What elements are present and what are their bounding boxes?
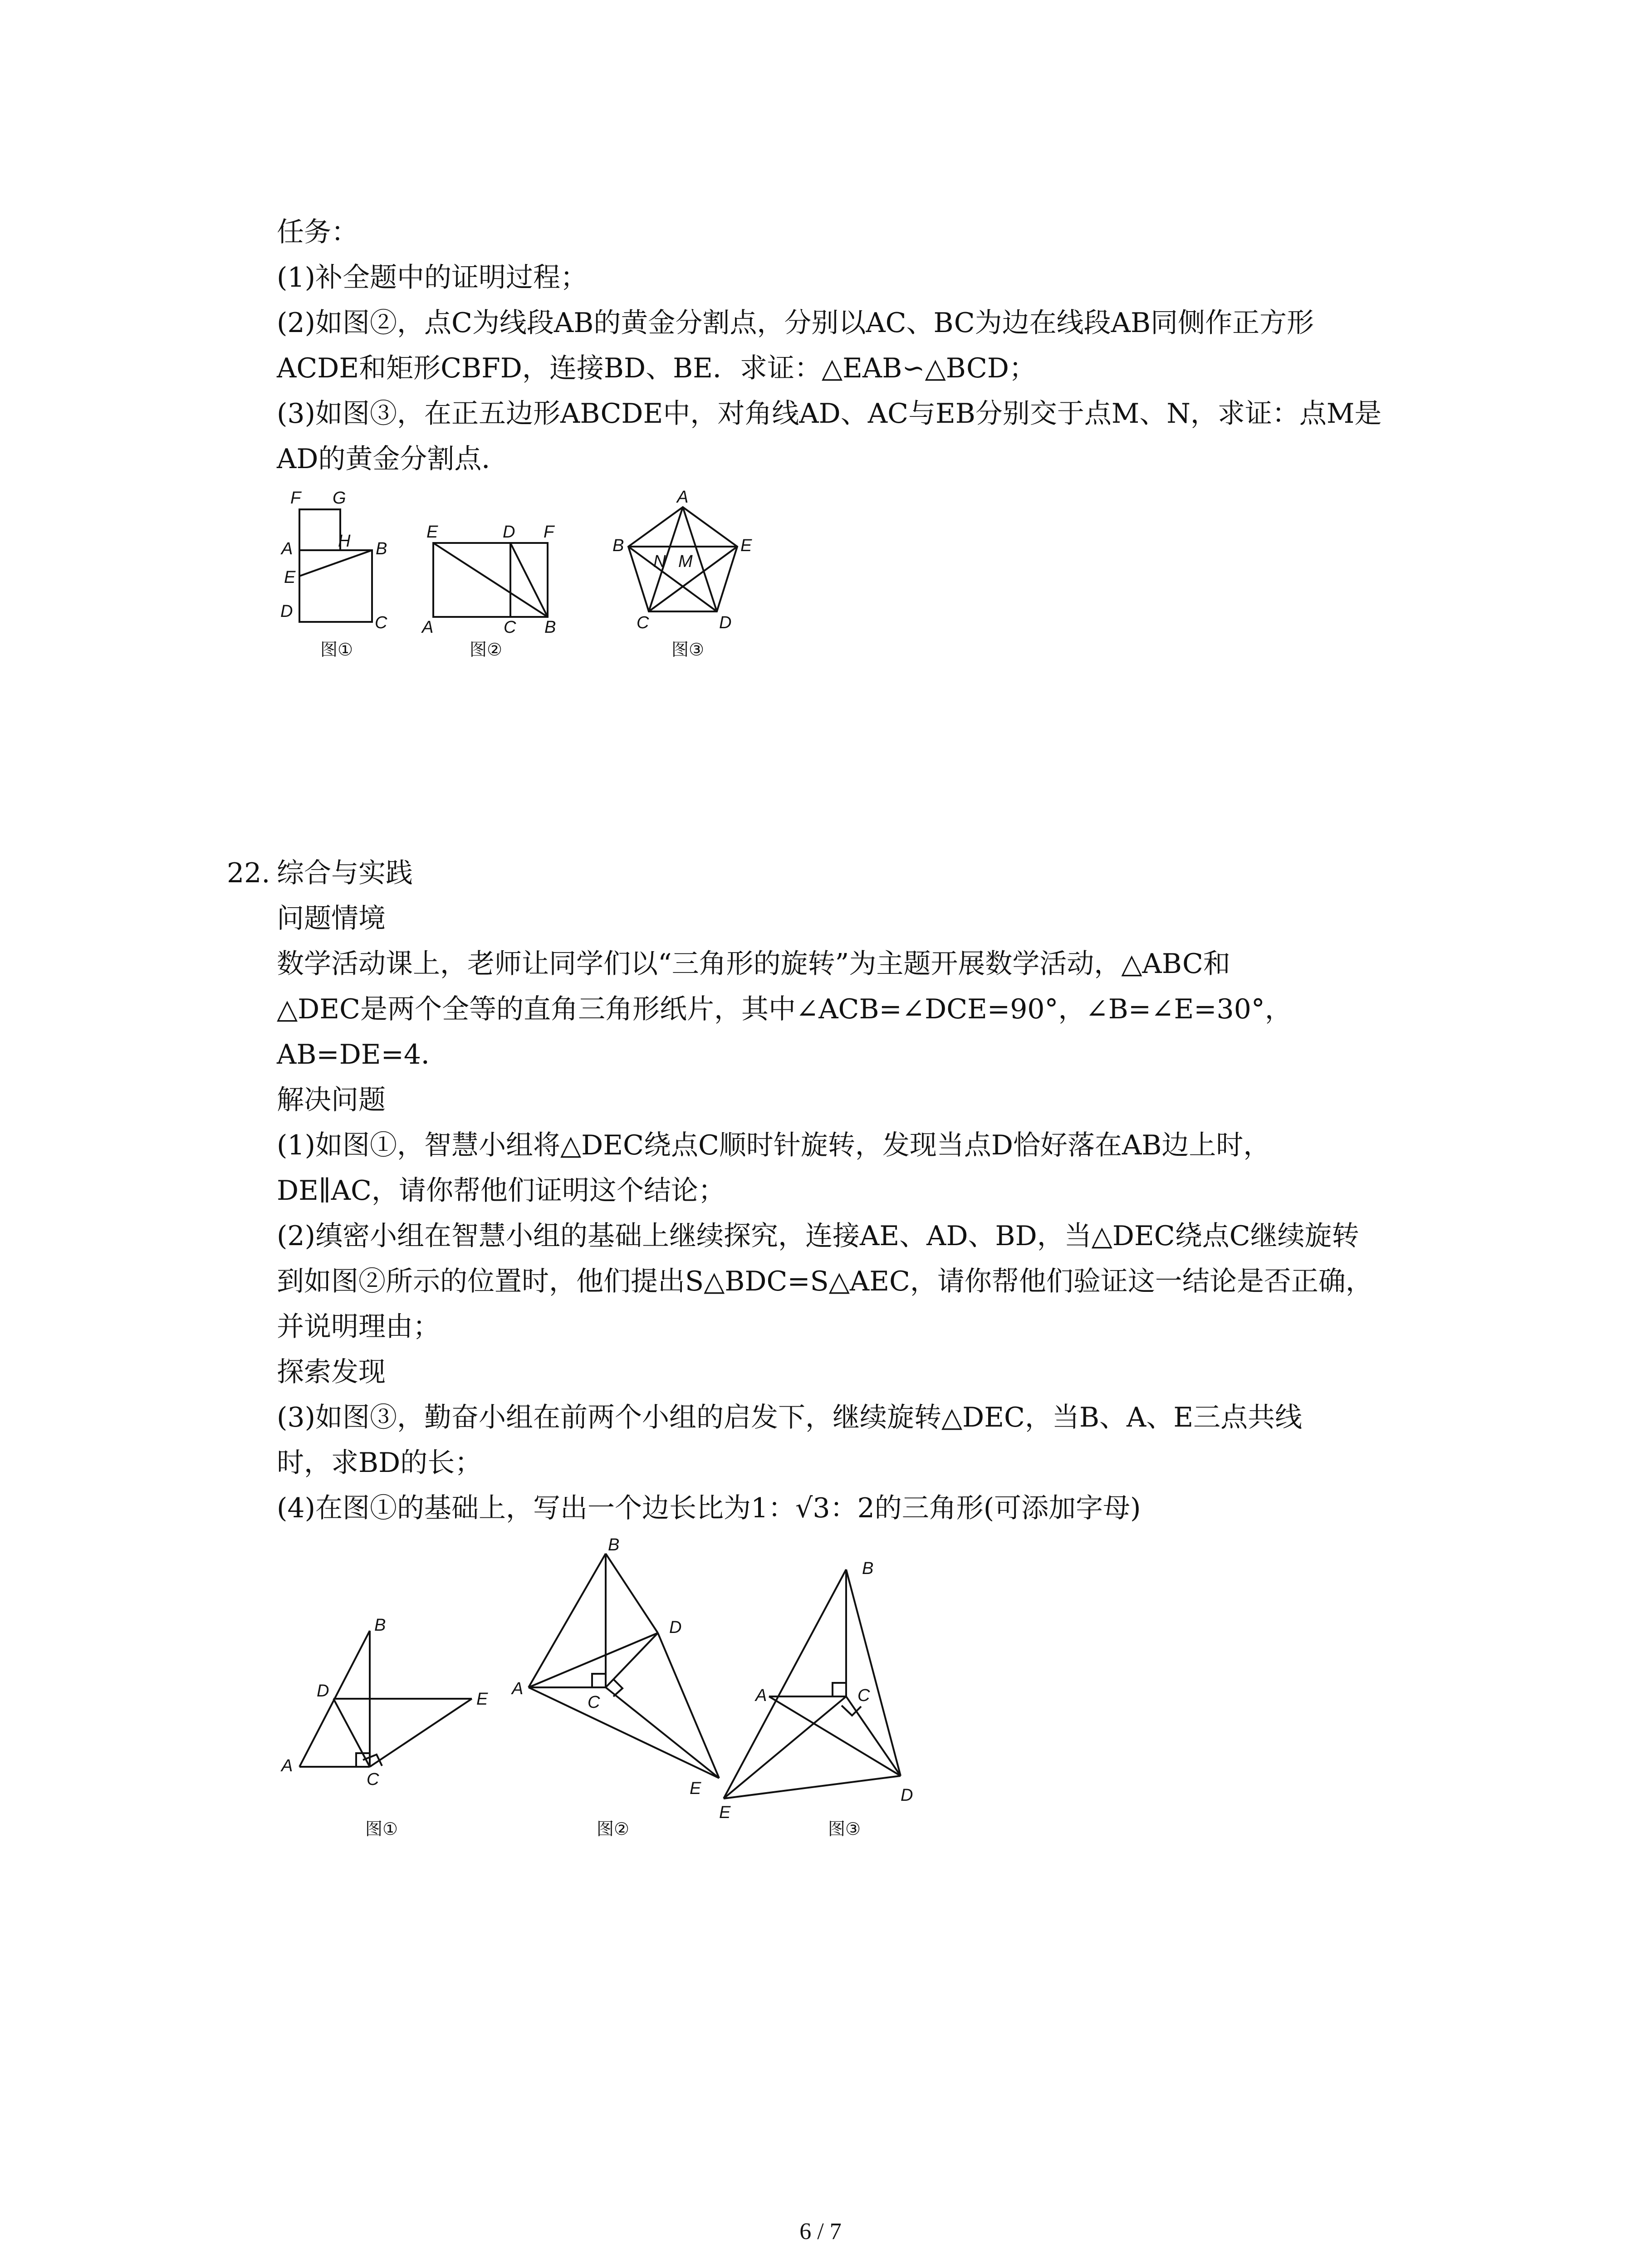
q22f1-label-B: B	[374, 1616, 386, 1635]
q22-fig3	[724, 1569, 901, 1799]
q22-item4: (4)在图①的基础上，写出一个边长比为1：√3：2的三角形(可添加字母)	[277, 1492, 1141, 1524]
p1f3-label-E: E	[740, 536, 752, 555]
q22-context-2: △DEC是两个全等的直角三角形纸片，其中∠ACB=∠DCE=90°，∠B=∠E=30°，	[277, 993, 1292, 1025]
q22f2-label-B: B	[608, 1535, 620, 1554]
q22-title: 综合与实践	[277, 857, 413, 889]
q22-section-context: 问题情境	[277, 903, 386, 934]
q22-section-explore: 探索发现	[277, 1356, 386, 1388]
p1f1-label-D: D	[280, 602, 293, 621]
p1f1-label-B: B	[376, 539, 387, 558]
q22f2-label-A: A	[512, 1679, 524, 1698]
p1f1-label-E: E	[284, 568, 296, 587]
p1f1-label-A: A	[281, 539, 293, 558]
q22-item1b: DE∥AC，请你帮他们证明这个结论；	[277, 1175, 725, 1207]
q22f1-label-A: A	[281, 1756, 293, 1775]
p1f3-label-M: M	[678, 552, 693, 571]
p1f2-label-D: D	[503, 523, 515, 542]
p1f3-label-B: B	[612, 536, 624, 555]
q22-context-1: 数学活动课上，老师让同学们以“三角形的旋转”为主题开展数学活动，△ABC和	[277, 948, 1230, 980]
p1f3-label-D: D	[719, 613, 732, 632]
q22-item3b: 时，求BD的长；	[277, 1447, 482, 1479]
p1f2-label-C: C	[504, 618, 516, 637]
p1f1-label-H: H	[338, 532, 351, 551]
task-item-2a: (2)如图②，点C为线段AB的黄金分割点，分别以AC、BC为边在线段AB同侧作正方形	[277, 307, 1314, 339]
q22f1-label-E: E	[476, 1690, 488, 1709]
q22-item1a: (1)如图①，智慧小组将△DEC绕点C顺时针旋转，发现当点D恰好落在AB边上时，	[277, 1129, 1271, 1161]
q22f3-label-B: B	[862, 1559, 874, 1578]
p1f1-label-G: G	[333, 489, 346, 508]
page-number: 6 / 7	[799, 2219, 842, 2244]
p1f2-caption: 图②	[470, 640, 503, 660]
p1f1-label-C: C	[375, 613, 387, 632]
task-item-3a: (3)如图③，在正五边形ABCDE中，对角线AD、AC与EB分别交于点M、N，求证：点M是	[277, 398, 1382, 430]
q22f2-caption: 图②	[597, 1820, 630, 1839]
q22f3-label-D: D	[901, 1786, 913, 1805]
q22-context-3: AB=DE=4．	[277, 1039, 449, 1070]
q22-item2c: 并说明理由；	[277, 1311, 440, 1343]
p1f3-label-C: C	[637, 613, 649, 632]
p1f2-label-A: A	[422, 618, 434, 637]
task-item-1: (1)补全题中的证明过程；	[277, 262, 588, 293]
p1f3-label-A: A	[677, 488, 689, 507]
p1f2-label-F: F	[544, 523, 554, 542]
q22f3-caption: 图③	[828, 1820, 861, 1839]
q22f2-label-D: D	[669, 1618, 682, 1637]
q22f3-label-E: E	[719, 1803, 731, 1822]
q22f1-label-C: C	[367, 1770, 379, 1789]
q22-section-solve: 解决问题	[277, 1084, 386, 1116]
p1f2-label-E: E	[426, 523, 438, 542]
q22f1-label-D: D	[317, 1681, 329, 1701]
task-item-3b: AD的黄金分割点．	[277, 443, 509, 475]
p1f1-label-F: F	[290, 489, 301, 508]
q22-item2b: 到如图②所示的位置时，他们提出S△BDC=S△AEC，请你帮他们验证这一结论是否正确，	[277, 1266, 1373, 1297]
q22-fig2	[529, 1554, 719, 1778]
q22-item3a: (3)如图③，勤奋小组在前两个小组的启发下，继续旋转△DEC，当B、A、E三点共线	[277, 1402, 1303, 1433]
q22f1-caption: 图①	[365, 1820, 398, 1839]
q22f3-label-C: C	[857, 1686, 870, 1705]
question-number: 22.	[227, 857, 270, 889]
p1f2-label-B: B	[544, 618, 556, 637]
q22f3-label-A: A	[755, 1686, 767, 1705]
q22f2-label-C: C	[588, 1693, 600, 1712]
p1f3-caption: 图③	[671, 640, 705, 660]
task-item-2b: ACDE和矩形CBFD，连接BD、BE．求证：△EAB∽△BCD；	[277, 352, 1036, 384]
task-heading: 任务：	[277, 216, 358, 248]
p1f1-caption: 图①	[320, 640, 353, 660]
q22f2-label-E: E	[690, 1779, 701, 1798]
q22-item2a: (2)缜密小组在智慧小组的基础上继续探究，连接AE、AD、BD，当△DEC绕点C继续旋转	[277, 1220, 1359, 1252]
p1f3-label-N: N	[653, 552, 666, 571]
